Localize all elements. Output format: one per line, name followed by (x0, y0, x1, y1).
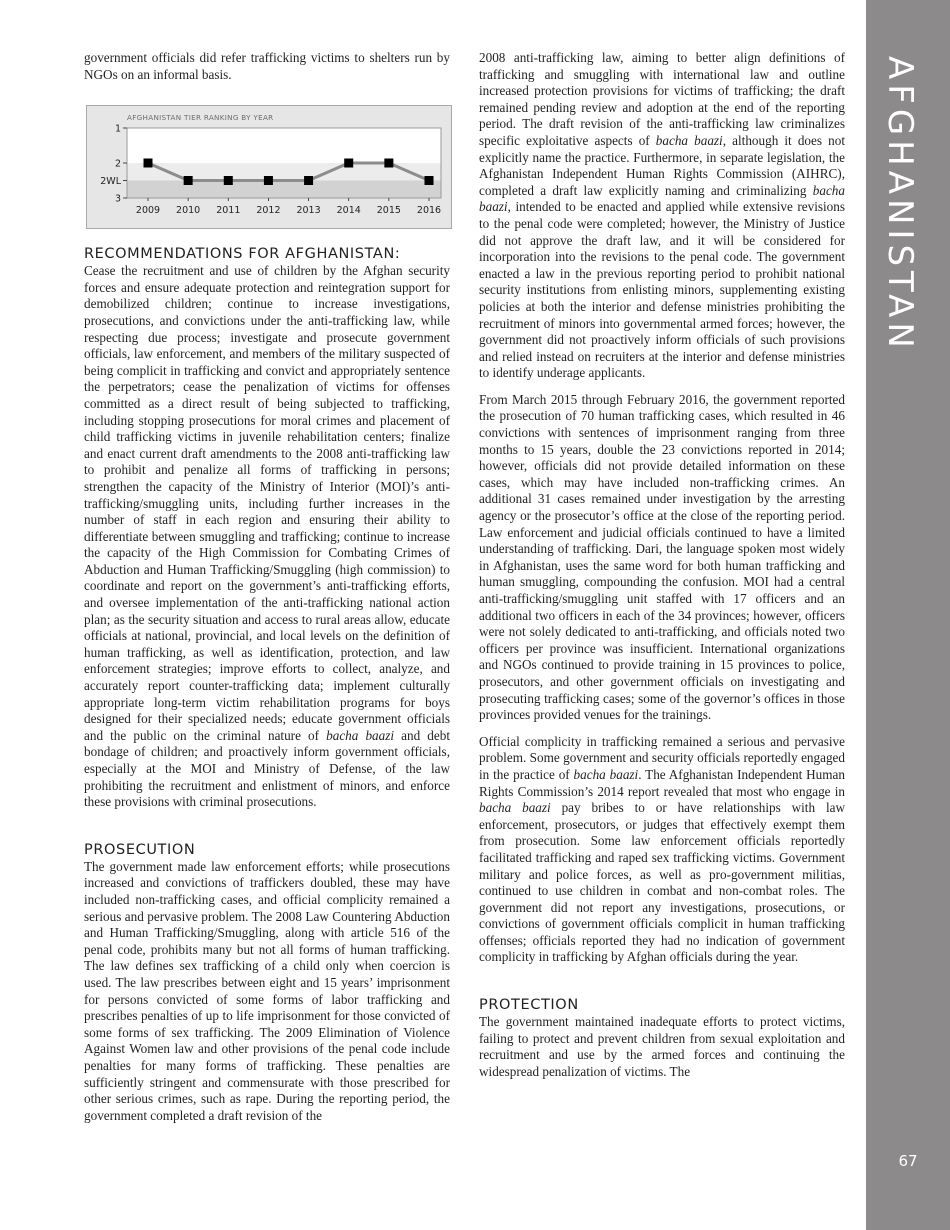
chart-svg (87, 106, 451, 228)
chart-data-point (384, 159, 393, 168)
chart-x-tick-label: 2015 (376, 205, 401, 217)
chart-x-tick-label: 2016 (416, 205, 442, 217)
recommendations-heading: RECOMMENDATIONS FOR AFGHANISTAN: (84, 246, 401, 263)
complicity-text-a: Official complicity in trafficking remained a serious and pervasive problem. Some government and security officials reportedly engaged in the practice of (479, 733, 845, 782)
side-title-text: AFGHANISTAN (880, 56, 920, 353)
right-column (479, 50, 845, 1090)
complicity-paragraph (479, 734, 845, 966)
chart-y-tick-label: 2 (114, 158, 121, 170)
chart-data-point (344, 159, 353, 168)
complicity-text-c: pay bribes to or have relationships with law enforcement, prosecutors, or judges that effectively exempt them from prosecution. Some law enforcement officials reportedly facilitated trafficking and raped sex trafficking victims. Government military and police forces, as well as pro-government militias, continued to use children in combat and non-combat roles. The government did not report any investigations, prosecutions, or convictions of government officials complicit in human trafficking offenses; officials reported they had no indication of government complicity in trafficking by Afghan officials during the year. (479, 800, 845, 965)
law-revision-paragraph (479, 50, 845, 382)
left-column (84, 50, 450, 1134)
chart-data-point (304, 176, 313, 185)
chart-data-point (425, 176, 434, 185)
chart-x-tick-label: 2014 (336, 205, 361, 217)
law-revision-text-c: , intended to be enacted and applied while extensive revisions to the penal code were completed; however, the Ministry of Justice did not approve the draft law, and it will be considered for incorporation into the revisions to the penal code. The government enacted a law in the previous reporting period to prohibit national security institutions from enlisting minors, supplementing existing policies at both the interior and defense ministries prohibiting the recruitment of minors into governmental armed forces; however, the government did not proactively inform officials of such provisions and relied instead on recruiters at the interior and defense ministries to identify underage applicants. (479, 199, 845, 381)
complicity-italic-2: bacha baazi (479, 800, 551, 816)
law-revision-italic-2: bacha baazi (479, 182, 845, 215)
chart-band-tier3 (127, 181, 441, 199)
law-revision-italic-1: bacha baazi (655, 132, 723, 148)
law-revision-text-b: , although it does not explicitly name the practice. Furthermore, in separate legislation, the Afghanistan Independent Human Rights Commission (AIHRC), completed a draft law explicitly naming and criminalizing (479, 132, 845, 198)
prosecution-paragraph: The government made law enforcement efforts; while prosecutions increased and convictions of traffickers doubled, these may have included non-trafficking cases, and official complicity remained a serious and pervasive problem. The 2008 Law Countering Abduction and Human Trafficking/Smuggling, along with article 516 of the penal code, prohibits many but not all forms of human trafficking. The law defines sex trafficking of a child only when coercion is used. The law prescribes between eight and 15 years’ imprisonment for persons convicted of some forms of labor trafficking and prescribes penalties of up to life imprisonment for those convicted of some forms of sex trafficking. The 2009 Elimination of Violence Against Women law and other provisions of the penal code include penalties for many forms of trafficking. These penalties are sufficiently stringent and commensurate with those prescribed for other serious crimes, such as rape. During the reporting period, the government completed a draft revision of the (84, 858, 450, 1123)
chart-data-point (144, 159, 153, 168)
prosecution-heading: PROSECUTION (84, 841, 196, 858)
recommendations-paragraph (84, 263, 450, 811)
chart-x-tick-label: 2012 (256, 205, 281, 217)
chart-x-tick-label: 2009 (135, 205, 161, 217)
protection-paragraph: The government maintained inadequate efforts to protect victims, failing to protect and prevent children from sexual exploitation and recruitment and use by the armed forces and continuing the widespread penalization of victims. The (479, 1014, 845, 1079)
recommendations-italic: bacha baazi (326, 727, 395, 743)
recommendations-text: Cease the recruitment and use of children by the Afghan security forces and ensure adequate protection and reintegration support for demobilized children; continue to increase investigations, prosecutions, and convictions under the anti-trafficking law, while respecting due process; investigate and prosecute government officials, law enforcement, and members of the military suspected of being complicit in trafficking and convict and appropriately sentence the perpetrators; cease the penalization of victims for offenses committed as a direct result of being subjected to trafficking, including stopping prosecutions for moral crimes and placement of child trafficking victims in juvenile rehabilitation centers; finalize and enact current draft amendments to the 2008 anti-trafficking law to prohibit and penalize all forms of trafficking in persons; strengthen the capacity of the Ministry of Interior (MOI)’s anti-trafficking/smuggling units, including further increases in the number of staff in each region and ensuring their ability to differentiate between smuggling and trafficking; continue to increase the capacity of the High Commission for Combating Crimes of Abduction and Human Trafficking/Smuggling (high commission) to coordinate and report on the government’s anti-trafficking efforts, and oversee implementation of the anti-trafficking national action plan; as the security situation and access to rural areas allow, educate officials at national, provincial, and local levels on the definition of human trafficking, as well as identification, protection, and law enforcement strategies; improve efforts to collect, analyze, and accurately report counter-trafficking data; implement culturally appropriate long-term victim rehabilitation programs for boys designed for their specialized needs; educate government officials and the public on the criminal nature of (84, 263, 450, 743)
recommendations-end: and debt bondage of children; and proactively inform government officials, especially at the MOI and Ministry of Defense, of the law prohibiting the recruitment and enlistment of minors, and enforce these provisions with criminal prosecutions. (84, 727, 450, 810)
tier-ranking-chart (86, 105, 452, 229)
chart-data-point (184, 176, 193, 185)
intro-paragraph: government officials did refer trafficking victims to shelters run by NGOs on an informal basis. (84, 50, 450, 82)
chart-band-tier1 (127, 128, 441, 163)
chart-y-tick-label: 1 (114, 123, 121, 135)
complicity-italic-1: bacha baazi (573, 766, 639, 782)
side-title (866, 56, 950, 356)
page-number: 67 (898, 1152, 918, 1170)
statistics-paragraph: From March 2015 through February 2016, the government reported the prosecution of 70 human trafficking cases, which resulted in 46 convictions with sentences of imprisonment ranging from three months to 15 years, double the 23 convictions reported in 2014; however, officials did not provide detailed information on these cases, which may have included non-trafficking crimes. An additional 31 cases remained under investigation by the arresting agency or the prosecutor’s office at the close of the reporting period. Law enforcement and judicial officials continued to have a limited understanding of trafficking. Dari, the language spoken most widely in Afghanistan, uses the same word for both human trafficking and human smuggling, compounding the confusion. MOI had a central anti-trafficking/smuggling unit staffed with 17 officers and an additional two officers in each of the 34 provinces; however, officers were not solely dedicated to anti-trafficking, and officials noted two officers per province was insufficient. International organizations and NGOs continued to provide training in 15 provinces to police, prosecutors, and other government officials on investigating and prosecuting trafficking cases; some of the governor’s offices in those provinces provided venues for the trainings. (479, 391, 845, 723)
protection-heading: PROTECTION (479, 997, 579, 1014)
chart-x-tick-label: 2013 (296, 205, 321, 217)
chart-y-tick-label: 2WL (100, 176, 121, 188)
chart-data-point (264, 176, 273, 185)
law-revision-text-a: 2008 anti-trafficking law, aiming to better align definitions of trafficking and smuggling with international law and outline increased protection provisions for victims of trafficking; the draft remained pending review and adoption at the end of the reporting period. The draft revision of the anti-trafficking law criminalizes specific exploitative aspects of (479, 50, 845, 148)
chart-y-tick-label: 3 (114, 193, 121, 205)
chart-data-point (224, 176, 233, 185)
chart-x-tick-label: 2010 (176, 205, 201, 217)
complicity-text-b: . The Afghanistan Independent Human Rights Commission’s 2014 report revealed that most who engage in (479, 766, 845, 799)
chart-x-tick-label: 2011 (216, 205, 241, 217)
chart-title: AFGHANISTAN TIER RANKING BY YEAR (127, 113, 274, 123)
side-bar (866, 0, 950, 1230)
